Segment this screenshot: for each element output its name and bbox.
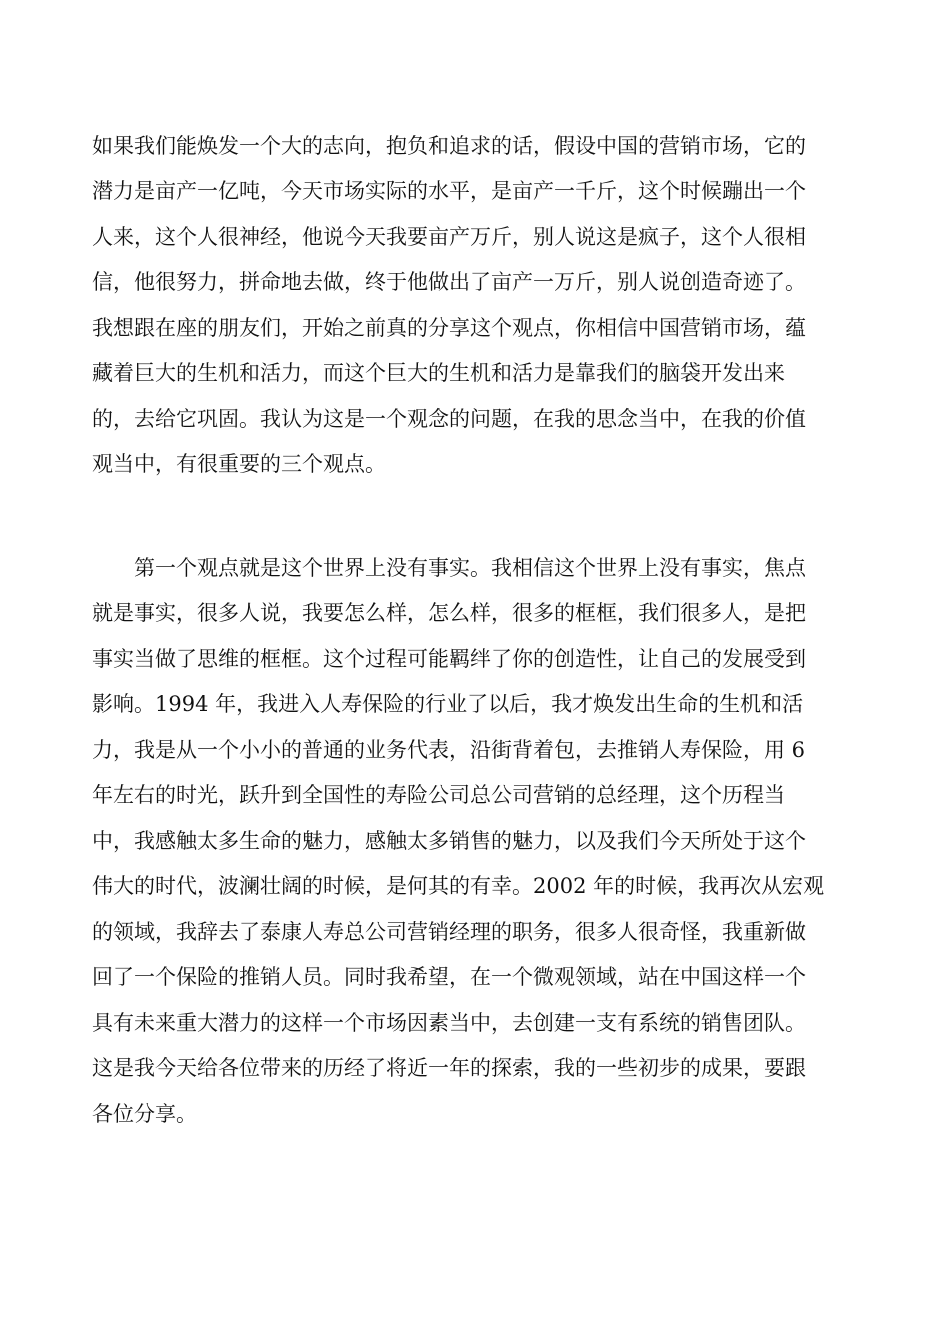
paragraph-line: 力，我是从一个小小的普通的业务代表，沿街背着包，去推销人寿保险，用 6 bbox=[92, 738, 806, 762]
paragraph-line: 的领域，我辞去了泰康人寿总公司营销经理的职务，很多人很奇怪，我重新做 bbox=[92, 920, 806, 944]
paragraph-line: 具有未来重大潜力的这样一个市场因素当中，去创建一支有系统的销售团队。 bbox=[92, 1011, 806, 1035]
paragraph-line: 就是事实，很多人说，我要怎么样，怎么样，很多的框框，我们很多人，是把 bbox=[92, 601, 806, 625]
paragraph-line: 潜力是亩产一亿吨，今天市场实际的水平，是亩产一千斤，这个时候蹦出一个 bbox=[92, 179, 806, 203]
paragraph-line: 如果我们能焕发一个大的志向，抱负和追求的话，假设中国的营销市场，它的 bbox=[92, 134, 806, 158]
paragraph-line: 伟大的时代，波澜壮阔的时候，是何其的有幸。2002 年的时候，我再次从宏观 bbox=[92, 874, 825, 898]
paragraph-line: 信，他很努力，拼命地去做，终于他做出了亩产一万斤，别人说创造奇迹了。 bbox=[92, 270, 806, 294]
paragraph-line: 藏着巨大的生机和活力，而这个巨大的生机和活力是靠我们的脑袋开发出来 bbox=[92, 361, 785, 385]
paragraph-line: 影响。1994 年，我进入人寿保险的行业了以后，我才焕发出生命的生机和活 bbox=[92, 692, 804, 716]
paragraph-line: 这是我今天给各位带来的历经了将近一年的探索，我的一些初步的成果，要跟 bbox=[92, 1056, 806, 1080]
paragraph-line: 我想跟在座的朋友们，开始之前真的分享这个观点，你相信中国营销市场，蕴 bbox=[92, 316, 806, 340]
paragraph-line: 年左右的时光，跃升到全国性的寿险公司总公司营销的总经理，这个历程当 bbox=[92, 783, 785, 807]
paragraph-line: 第一个观点就是这个世界上没有事实。我相信这个世界上没有事实，焦点 bbox=[134, 556, 806, 580]
paragraph-line: 的，去给它巩固。我认为这是一个观念的问题，在我的思念当中，在我的价值 bbox=[92, 407, 806, 431]
paragraph-line: 中，我感触太多生命的魅力，感触太多销售的魅力，以及我们今天所处于这个 bbox=[92, 829, 806, 853]
paragraph-line: 回了一个保险的推销人员。同时我希望，在一个微观领域，站在中国这样一个 bbox=[92, 965, 806, 989]
paragraph-line: 观当中，有很重要的三个观点。 bbox=[92, 452, 386, 476]
paragraph-line: 各位分享。 bbox=[92, 1102, 197, 1126]
paragraph-line: 人来，这个人很神经，他说今天我要亩产万斤，别人说这是疯子，这个人很相 bbox=[92, 225, 806, 249]
paragraph-line: 事实当做了思维的框框。这个过程可能羁绊了你的创造性，让自己的发展受到 bbox=[92, 647, 806, 671]
